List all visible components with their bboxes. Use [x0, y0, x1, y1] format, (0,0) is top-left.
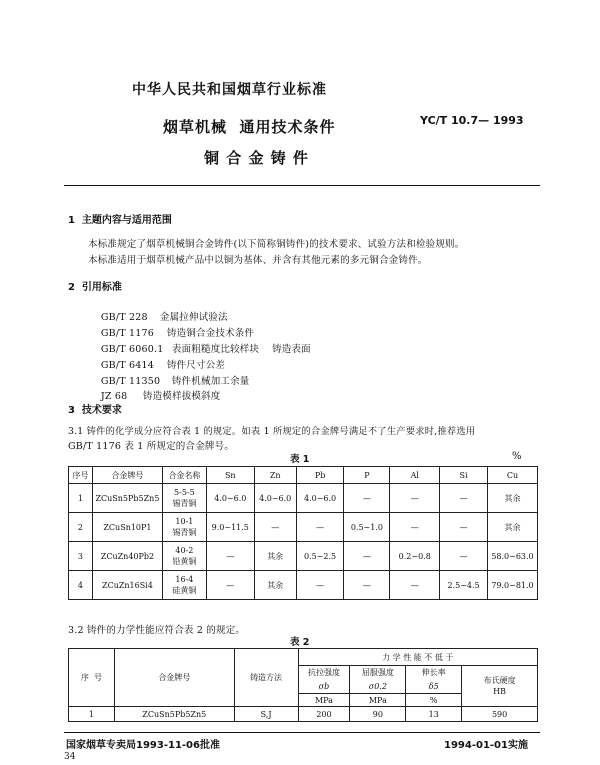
column-header: 合金名称	[162, 467, 206, 484]
zn-value: —	[254, 513, 296, 542]
alloy-grade: ZCuSn10P1	[92, 513, 162, 542]
si-value: —	[440, 513, 488, 542]
unit-label: MPa	[298, 694, 350, 707]
table-1	[68, 466, 538, 600]
al-value: 0.2~0.8	[390, 542, 440, 571]
al-value: —	[390, 571, 440, 600]
cu-value: 79.0~81.0	[487, 571, 537, 600]
pb-value: —	[296, 571, 344, 600]
unit-symbol: δ5	[406, 680, 462, 694]
tensile-value: 200	[298, 707, 350, 722]
cu-value: 其余	[487, 484, 537, 513]
column-header: Pb	[296, 467, 344, 484]
unit-symbol: σ0.2	[350, 680, 406, 694]
pb-value: 0.5~2.5	[296, 542, 344, 571]
column-header: Cu	[487, 467, 537, 484]
hardness-value: 590	[462, 707, 538, 722]
alloy-grade: ZCuSn5Pb5Zn5	[114, 707, 234, 722]
alloy-grade: ZCuZn40Pb2	[92, 542, 162, 571]
column-header: 布氏硬度 HB	[462, 666, 538, 707]
reference-item: GB/T 228 金属拉伸试验法	[100, 312, 228, 323]
sn-value: 9.0~11.5	[206, 513, 254, 542]
cu-value: 其余	[487, 513, 537, 542]
column-header: 铸造方法	[234, 649, 298, 707]
column-header: 序 号	[69, 649, 115, 707]
org-title: 中华人民共和国烟草行业标准	[132, 82, 327, 98]
alloy-grade: ZCuZn16Si4	[92, 571, 162, 600]
p-value: —	[344, 571, 390, 600]
alloy-name: 40-2 铅黄铜	[162, 542, 206, 571]
reference-item: GB/T 1176 铸造铜合金技术条件	[100, 328, 255, 339]
table-1-unit: %	[512, 451, 522, 462]
clause-3-1-line-2: GB/T 1176 表 1 所规定的合金牌号。	[68, 441, 235, 452]
column-header: Zn	[254, 467, 296, 484]
table-2-caption: 表 2	[290, 637, 310, 648]
std-number: YC/T 10.7— 1993	[420, 114, 524, 127]
zn-value: 4.0~6.0	[254, 484, 296, 513]
alloy-name: 5-5-5 锡青铜	[162, 484, 206, 513]
reference-item: GB/T 11350 铸件机械加工余量	[100, 376, 250, 387]
alloy-grade: ZCuSn5Pb5Zn5	[92, 484, 162, 513]
column-header: Al	[390, 467, 440, 484]
clause-3-1-line-1: 3.1 铸件的化学成分应符合表 1 的规定。如表 1 所规定的合金牌号满足不了生产要求时,推荐选用	[68, 426, 476, 437]
reference-item: GB/T 6060.1 表面粗糙度比较样块 铸造表面	[100, 344, 311, 355]
table-row	[69, 542, 538, 571]
column-header: Sn	[206, 467, 254, 484]
section-3-heading: 3 技术要求	[68, 405, 122, 416]
unit-label: MPa	[350, 694, 406, 707]
column-header: Si	[440, 467, 488, 484]
table-row	[69, 513, 538, 542]
group-header: 力 学 性 能 不 低 于	[298, 649, 538, 666]
doc-title-line1: 烟草机械 通用技术条件	[163, 118, 336, 136]
si-value: —	[440, 542, 488, 571]
column-header: 抗拉强度	[298, 666, 350, 680]
table-header-row	[69, 467, 538, 484]
si-value: —	[440, 484, 488, 513]
p-value: 0.5~1.0	[344, 513, 390, 542]
row-number: 3	[69, 542, 93, 571]
unit-symbol: σb	[298, 680, 350, 694]
section-1-paragraph-1: 本标准规定了烟草机械铜合金铸件(以下简称铜铸件)的技术要求、试验方法和检验规则。	[88, 239, 465, 250]
unit-label: %	[406, 694, 462, 707]
table-row	[69, 707, 538, 722]
implementation-date: 1994-01-01实施	[444, 740, 528, 751]
alloy-name: 16-4 硅黄铜	[162, 571, 206, 600]
clause-3-2: 3.2 铸件的力学性能应符合表 2 的规定。	[68, 625, 246, 636]
column-header: 合金牌号	[92, 467, 162, 484]
al-value: —	[390, 513, 440, 542]
alloy-name: 10-1 锡青铜	[162, 513, 206, 542]
p-value: —	[344, 542, 390, 571]
doc-title-line2: 铜 合 金 铸 件	[204, 149, 309, 167]
p-value: —	[344, 484, 390, 513]
column-header: P	[344, 467, 390, 484]
row-number: 1	[69, 484, 93, 513]
sn-value: —	[206, 571, 254, 600]
sn-value: —	[206, 542, 254, 571]
column-header: 合金牌号	[114, 649, 234, 707]
pb-value: 4.0~6.0	[296, 484, 344, 513]
column-header: 屈服强度	[350, 666, 406, 680]
row-number: 1	[69, 707, 115, 722]
section-1-paragraph-2: 本标准适用于烟草机械产品中以铜为基体、并含有其他元素的多元铜合金铸件。	[88, 255, 428, 266]
casting-method: S,J	[234, 707, 298, 722]
row-number: 4	[69, 571, 93, 600]
page-number: 34	[64, 752, 76, 762]
al-value: —	[390, 484, 440, 513]
cu-value: 58.0~63.0	[487, 542, 537, 571]
row-number: 2	[69, 513, 93, 542]
zn-value: 其余	[254, 542, 296, 571]
table-row	[69, 571, 538, 600]
elongation-value: 13	[406, 707, 462, 722]
section-1-heading: 1 主题内容与适用范围	[68, 215, 172, 226]
pb-value: —	[296, 513, 344, 542]
yield-value: 90	[350, 707, 406, 722]
footer-rule	[64, 732, 540, 733]
si-value: 2.5~4.5	[440, 571, 488, 600]
column-header: 序号	[69, 467, 93, 484]
reference-item: GB/T 6414 铸件尺寸公差	[100, 360, 226, 371]
header-rule	[64, 185, 540, 186]
table-1-caption: 表 1	[290, 454, 310, 465]
section-2-heading: 2 引用标准	[68, 282, 122, 293]
approval-line: 国家烟草专卖局1993-11-06批准	[66, 740, 220, 751]
sn-value: 4.0~6.0	[206, 484, 254, 513]
table-row	[69, 484, 538, 513]
zn-value: 其余	[254, 571, 296, 600]
reference-item: JZ 68 铸造模样拔模斜度	[100, 391, 221, 402]
column-header: 伸长率	[406, 666, 462, 680]
table-2	[68, 648, 538, 722]
